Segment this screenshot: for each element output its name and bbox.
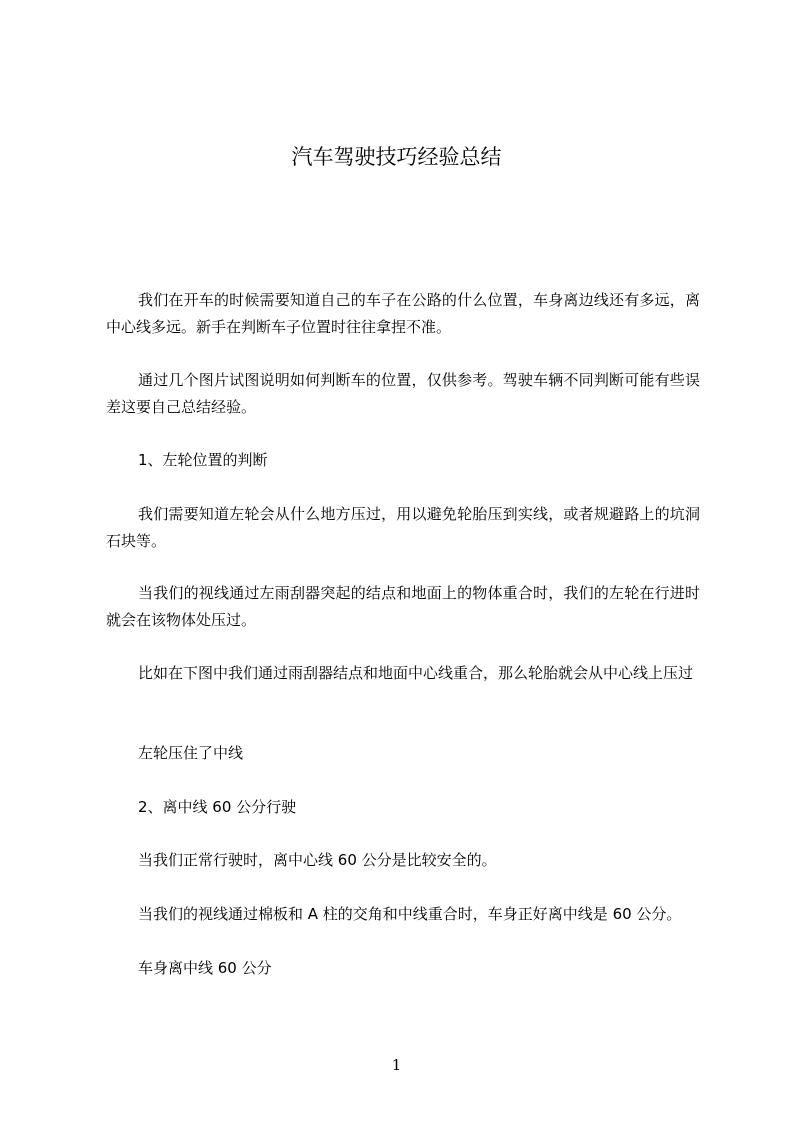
caption-left-wheel: 左轮压住了中线 bbox=[138, 744, 244, 762]
paragraph-safe-distance: 当我们正常行驶时，离中心线 60 公分是比较安全的。 bbox=[138, 851, 497, 869]
caption-center-line: 车身离中线 60 公分 bbox=[138, 959, 272, 977]
paragraph-intro: 我们在开车的时候需要知道自己的车子在公路的什么位置，车身离边线还有多远，离中心线多远。新手在判断车子位置时往往拿捏不准。 bbox=[106, 291, 700, 336]
section-heading-center-line: 2、离中线 60 公分行驶 bbox=[138, 798, 297, 816]
section-heading-left-wheel: 1、左轮位置的判断 bbox=[138, 451, 268, 469]
page-number: 1 bbox=[391, 1056, 402, 1074]
paragraph-wiper-alignment: 当我们的视线通过左雨刮器突起的结点和地面上的物体重合时，我们的左轮在行进时就会在该物体处压过。 bbox=[106, 584, 700, 629]
paragraph-example: 比如在下图中我们通过雨刮器结点和地面中心线重合，那么轮胎就会从中心线上压过 bbox=[138, 664, 694, 682]
document-title: 汽车驾驶技巧经验总结 bbox=[291, 145, 502, 169]
paragraph-images-note: 通过几个图片试图说明如何判断车的位置，仅供参考。驾驶车辆不同判断可能有些误差这要自己总结经验。 bbox=[106, 371, 700, 416]
paragraph-left-wheel-purpose: 我们需要知道左轮会从什么地方压过，用以避免轮胎压到实线，或者规避路上的坑洞石块等。 bbox=[106, 505, 700, 550]
paragraph-a-pillar: 当我们的视线通过棉板和 A 柱的交角和中线重合时，车身正好离中线是 60 公分。 bbox=[138, 905, 682, 923]
